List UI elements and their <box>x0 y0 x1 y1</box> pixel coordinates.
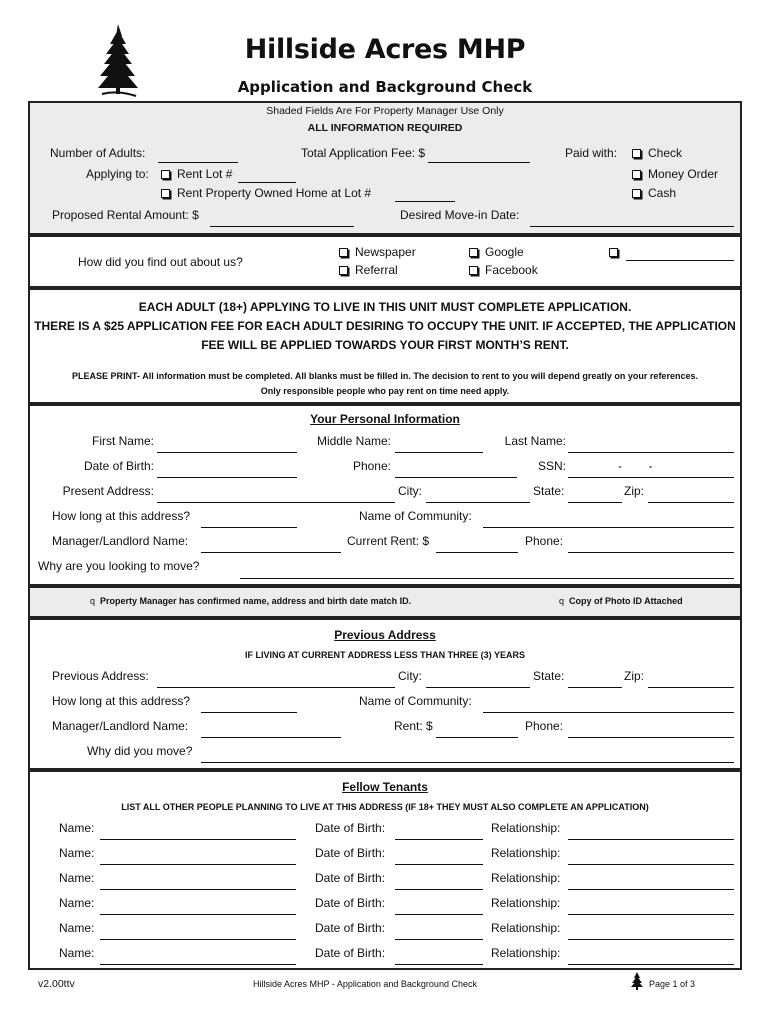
rent-home-option[interactable] <box>161 186 371 200</box>
prev-manager-field[interactable] <box>201 737 341 738</box>
phone2-field[interactable] <box>568 552 734 553</box>
prev-why-move-field[interactable] <box>201 762 734 763</box>
tenant-name-label: Name: <box>59 896 95 910</box>
required-note: ALL INFORMATION REQUIRED <box>307 122 463 134</box>
footer-page: Page 1 of 3 <box>649 979 696 989</box>
fee-label: Total Application Fee: $ <box>301 146 426 160</box>
prev-state-field[interactable] <box>568 687 622 688</box>
state-label: State: <box>533 484 565 498</box>
manager-field[interactable] <box>201 552 341 553</box>
tenant-name-field[interactable] <box>100 939 296 940</box>
tenant-dob-field[interactable] <box>395 964 483 965</box>
dob-label: Date of Birth: <box>83 459 154 473</box>
manager-label: Manager/Landlord Name: <box>52 534 189 548</box>
ssn-dashes: - - <box>618 459 653 473</box>
notice-line-3: FEE WILL BE APPLIED TOWARDS YOUR FIRST MONTH’S RENT. <box>201 338 569 352</box>
paid-with-label: Paid with: <box>565 146 618 160</box>
tenant-dob-field[interactable] <box>395 839 483 840</box>
move-in-label: Desired Move-in Date: <box>400 208 520 222</box>
paid-cash-label: Cash <box>648 186 677 200</box>
paid-money-order-option[interactable] <box>632 167 718 181</box>
prev-how-long-field[interactable] <box>201 712 297 713</box>
phone2-label: Phone: <box>525 534 564 548</box>
referral-facebook[interactable] <box>469 263 538 277</box>
newspaper-label: Newspaper <box>355 245 416 259</box>
checkbox-icon[interactable] <box>161 170 170 179</box>
prev-rent-field[interactable] <box>436 737 518 738</box>
tenants-heading: Fellow Tenants <box>342 780 428 794</box>
facebook-label: Facebook <box>485 263 538 277</box>
prev-why-move-label: Why did you move? <box>87 744 193 758</box>
referral-label: Referral <box>355 263 398 277</box>
middle-name-field[interactable] <box>395 452 483 453</box>
tenant-dob-label: Date of Birth: <box>315 921 386 935</box>
id-confirm-option[interactable] <box>90 596 411 606</box>
rent-home-label: Rent Property Owned Home at Lot # <box>177 186 372 200</box>
referral-referral[interactable] <box>339 263 398 277</box>
prev-address-field[interactable] <box>157 687 395 688</box>
middle-name-label: Middle Name: <box>316 434 391 448</box>
bullet-icon: q <box>90 596 96 606</box>
rental-amount-field[interactable] <box>210 226 354 227</box>
notice-line-2: THERE IS A $25 APPLICATION FEE FOR EACH ADULT DESIRING TO OCCUPY THE UNIT. IF ACCEPTED, THE APPLICATION <box>34 319 736 333</box>
rental-amount-label: Proposed Rental Amount: $ <box>52 208 199 222</box>
page-subtitle: Application and Background Check <box>237 78 533 96</box>
tenant-name-label: Name: <box>59 821 95 835</box>
tenant-relationship-label: Relationship: <box>491 871 561 885</box>
footer-title: Hillside Acres MHP - Application and Background Check <box>253 979 477 989</box>
tenant-name-field[interactable] <box>100 839 296 840</box>
checkbox-icon[interactable] <box>609 248 618 257</box>
adults-field[interactable] <box>158 162 238 163</box>
tenant-dob-field[interactable] <box>395 889 483 890</box>
present-address-label: Present Address: <box>62 484 154 498</box>
tenant-relationship-field[interactable] <box>568 864 734 865</box>
paid-money-order-label: Money Order <box>648 167 719 181</box>
dob-field[interactable] <box>157 477 297 478</box>
photo-id-label: Copy of Photo ID Attached <box>569 596 683 606</box>
prev-city-label: City: <box>398 669 422 683</box>
tenant-relationship-label: Relationship: <box>491 846 561 860</box>
tenant-name-label: Name: <box>59 921 95 935</box>
office-note: Shaded Fields Are For Property Manager Use Only <box>266 105 504 117</box>
prev-how-long-label: How long at this address? <box>52 694 191 708</box>
prev-city-field[interactable] <box>426 687 530 688</box>
referral-question: How did you find out about us? <box>78 255 243 269</box>
referral-other-field[interactable] <box>626 260 734 261</box>
checkbox-icon[interactable] <box>161 189 170 198</box>
present-address-field[interactable] <box>157 502 395 503</box>
tenant-dob-label: Date of Birth: <box>315 871 386 885</box>
personal-heading: Your Personal Information <box>310 412 460 426</box>
community-label: Name of Community: <box>359 509 472 523</box>
tenant-dob-label: Date of Birth: <box>315 821 386 835</box>
previous-note: IF LIVING AT CURRENT ADDRESS LESS THAN THREE (3) YEARS <box>244 650 526 660</box>
prev-address-label: Previous Address: <box>52 669 149 683</box>
ssn-label: SSN: <box>537 459 566 473</box>
google-label: Google <box>485 245 524 259</box>
rent-lot-label: Rent Lot # <box>177 167 233 181</box>
checkbox-icon[interactable] <box>469 266 478 275</box>
paid-check-label: Check <box>648 146 683 160</box>
prev-phone-label: Phone: <box>525 719 564 733</box>
tenants-section <box>28 770 742 970</box>
notice-line-1: EACH ADULT (18+) APPLYING TO LIVE IN THIS UNIT MUST COMPLETE APPLICATION. <box>138 300 632 314</box>
bullet-icon: q <box>559 596 565 606</box>
how-long-field[interactable] <box>201 527 297 528</box>
tenant-relationship-field[interactable] <box>568 839 734 840</box>
prev-community-label: Name of Community: <box>359 694 472 708</box>
phone-label: Phone: <box>352 459 391 473</box>
tenant-relationship-field[interactable] <box>568 964 734 965</box>
state-field[interactable] <box>568 502 622 503</box>
paid-check-option[interactable] <box>632 146 682 160</box>
rent-home-field[interactable] <box>395 201 455 202</box>
move-in-field[interactable] <box>530 226 734 227</box>
prev-manager-label: Manager/Landlord Name: <box>52 719 189 733</box>
tenant-name-label: Name: <box>59 846 95 860</box>
tenant-relationship-label: Relationship: <box>491 896 561 910</box>
tenant-relationship-label: Relationship: <box>491 921 561 935</box>
current-rent-field[interactable] <box>436 552 518 553</box>
community-field[interactable] <box>483 527 734 528</box>
footer-version: v2.00ttv <box>38 978 75 990</box>
prev-phone-field[interactable] <box>568 737 734 738</box>
checkbox-icon[interactable] <box>632 189 641 198</box>
tenants-note: LIST ALL OTHER PEOPLE PLANNING TO LIVE AT THIS ADDRESS (IF 18+ THEY MUST ALSO COMPLETE AN APPLICATION) <box>121 802 649 812</box>
referral-other[interactable] <box>609 245 625 259</box>
tenant-name-field[interactable] <box>100 914 296 915</box>
footer-logo <box>631 972 643 990</box>
previous-heading: Previous Address <box>334 628 436 642</box>
tenant-dob-field[interactable] <box>395 939 483 940</box>
phone-field[interactable] <box>395 477 517 478</box>
prev-rent-label: Rent: $ <box>394 719 433 733</box>
referral-google[interactable] <box>469 245 524 259</box>
last-name-field[interactable] <box>568 452 734 453</box>
tenant-relationship-field[interactable] <box>568 939 734 940</box>
fee-field[interactable] <box>428 162 530 163</box>
last-name-label: Last Name: <box>504 434 566 448</box>
ssn-field[interactable] <box>568 477 734 478</box>
checkbox-icon[interactable] <box>469 248 478 257</box>
tenant-name-label: Name: <box>59 946 95 960</box>
page-title: Hillside Acres MHP <box>244 34 526 65</box>
checkbox-icon[interactable] <box>632 149 641 158</box>
prev-zip-label: Zip: <box>624 669 645 683</box>
referral-newspaper[interactable] <box>339 245 416 259</box>
tenant-dob-label: Date of Birth: <box>315 946 386 960</box>
tenant-relationship-label: Relationship: <box>491 821 561 835</box>
tenant-dob-field[interactable] <box>395 864 483 865</box>
checkbox-icon[interactable] <box>339 266 348 275</box>
applying-to-label: Applying to: <box>86 167 149 181</box>
checkbox-icon[interactable] <box>632 170 641 179</box>
why-move-label: Why are you looking to move? <box>38 559 200 573</box>
tenant-relationship-field[interactable] <box>568 914 734 915</box>
tenant-dob-label: Date of Birth: <box>315 846 386 860</box>
tenant-name-field[interactable] <box>100 964 296 965</box>
tenant-dob-field[interactable] <box>395 914 483 915</box>
tenant-name-label: Name: <box>59 871 95 885</box>
tenant-name-field[interactable] <box>100 889 296 890</box>
city-label: City: <box>398 484 422 498</box>
zip-field[interactable] <box>648 502 734 503</box>
print-line-2: Only responsible people who pay rent on time need apply. <box>260 386 510 396</box>
adults-label: Number of Adults: <box>50 146 146 160</box>
checkbox-icon[interactable] <box>339 248 348 257</box>
rent-lot-option[interactable] <box>161 167 232 181</box>
first-name-label: First Name: <box>91 434 154 448</box>
pine-tree-icon <box>631 972 643 990</box>
prev-state-label: State: <box>533 669 565 683</box>
first-name-field[interactable] <box>157 452 297 453</box>
photo-id-option[interactable] <box>559 596 683 606</box>
why-move-field[interactable] <box>240 578 734 579</box>
prev-zip-field[interactable] <box>648 687 734 688</box>
tenant-relationship-field[interactable] <box>568 889 734 890</box>
print-line-1: PLEASE PRINT- All information must be completed. All blanks must be filled in. The decision to rent to you will depend greatly on your references. <box>72 371 698 381</box>
tenant-dob-label: Date of Birth: <box>315 896 386 910</box>
tenant-name-field[interactable] <box>100 864 296 865</box>
id-confirm-label: Property Manager has confirmed name, address and birth date match ID. <box>100 596 412 606</box>
zip-label: Zip: <box>624 484 645 498</box>
paid-cash-option[interactable] <box>632 186 676 200</box>
tenant-relationship-label: Relationship: <box>491 946 561 960</box>
current-rent-label: Current Rent: $ <box>347 534 430 548</box>
rent-lot-field[interactable] <box>238 182 296 183</box>
city-field[interactable] <box>426 502 530 503</box>
prev-community-field[interactable] <box>483 712 734 713</box>
how-long-label: How long at this address? <box>52 509 191 523</box>
